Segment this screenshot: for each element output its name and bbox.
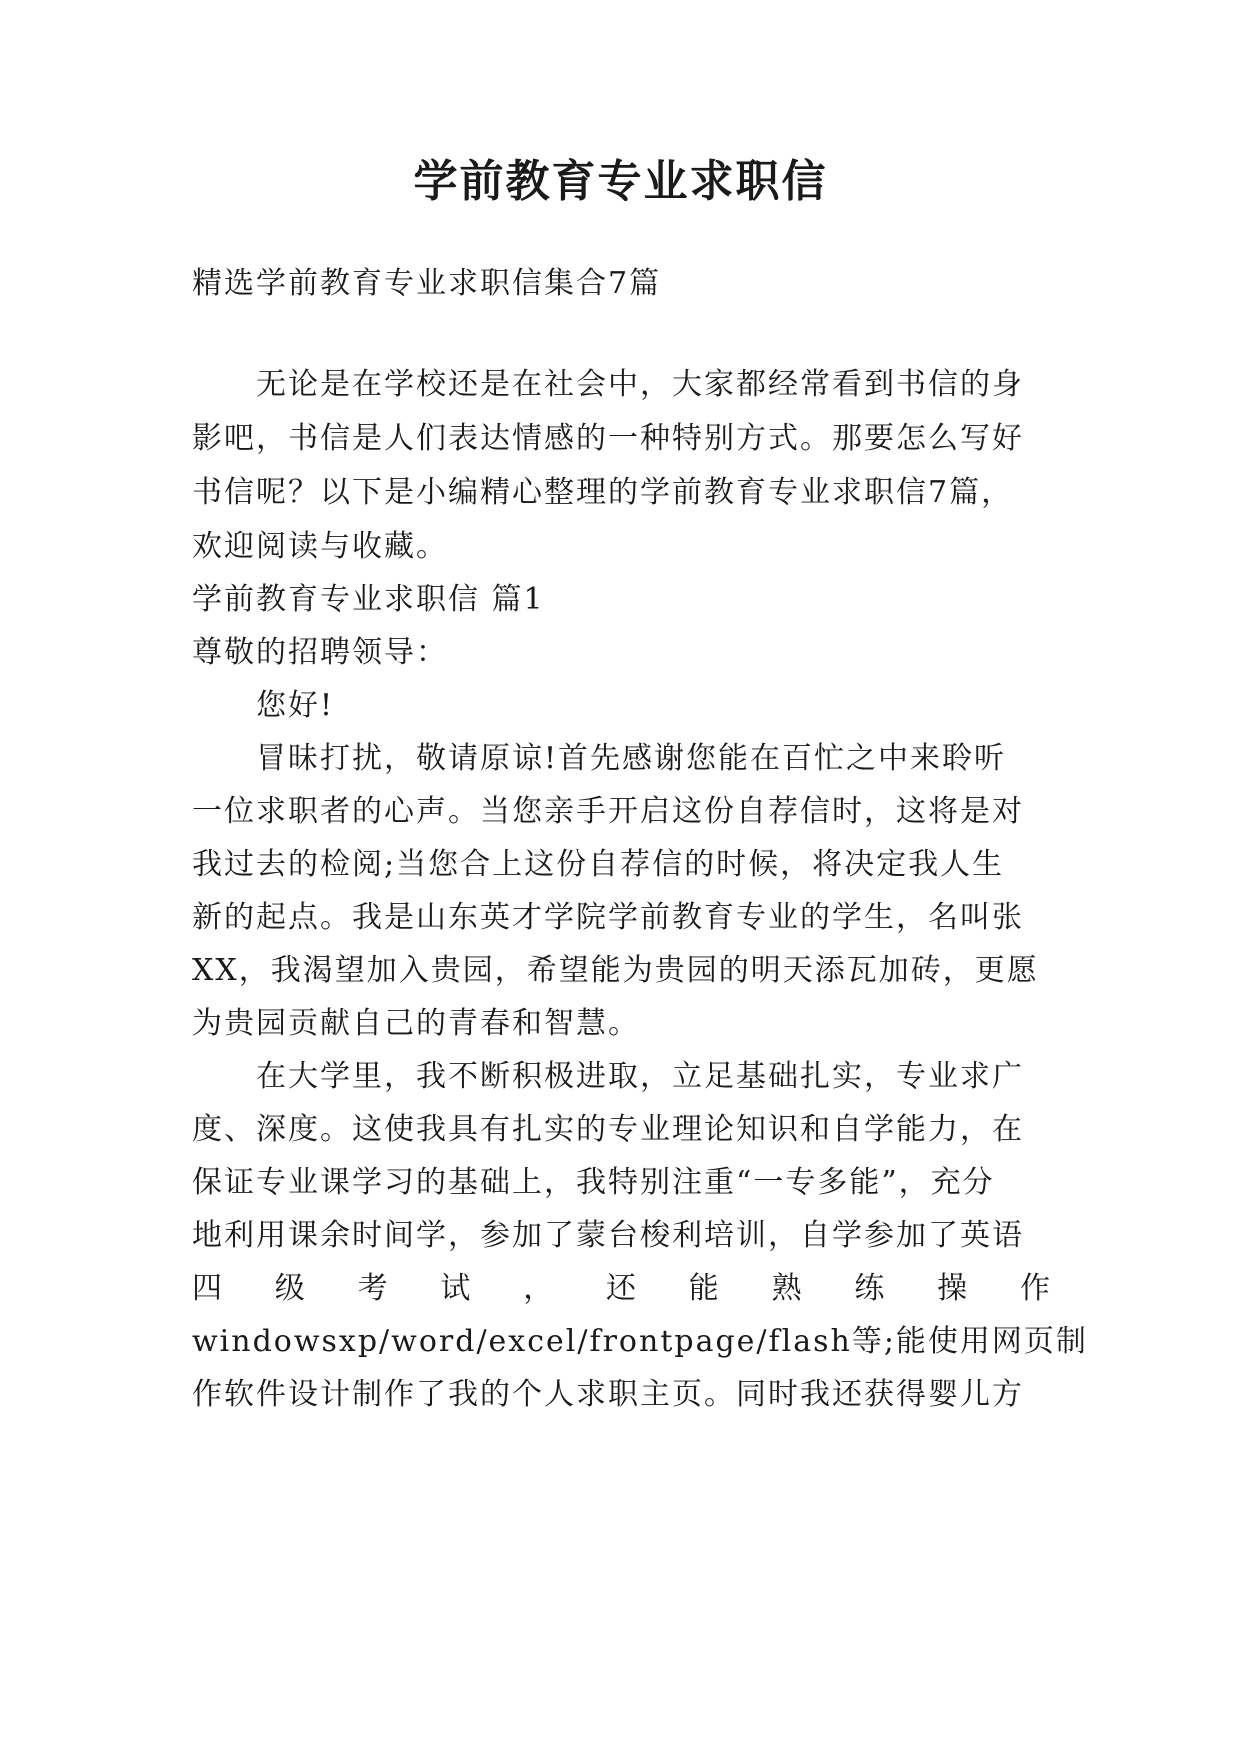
- justified-char: 作: [1019, 1271, 1052, 1306]
- intro-line: 书信呢？以下是小编精心整理的学前教育专业求职信7篇，: [192, 475, 1014, 510]
- justified-char: 熟: [771, 1271, 804, 1306]
- body-line: 在大学里，我不断积极进取，立足基础扎实，专业求广: [256, 1059, 1024, 1094]
- body-line: windowsxp/word/excel/frontpage/flash等;能使用网页制: [192, 1324, 1088, 1359]
- body-line: 新的起点。我是山东英才学院学前教育专业的学生，名叫张: [192, 900, 1024, 935]
- justified-char: 还: [605, 1271, 638, 1306]
- body-line: 为贵园贡献自己的青春和智慧。: [192, 1006, 640, 1041]
- body-line: 我过去的检阅;当您合上这份自荐信的时候，将决定我人生: [192, 847, 1005, 882]
- body-line: 保证专业课学习的基础上，我特别注重“一专多能”，充分: [192, 1165, 995, 1200]
- intro-line: 影吧，书信是人们表达情感的一种特别方式。那要怎么写好: [192, 421, 1024, 456]
- justified-char: 级: [274, 1271, 307, 1306]
- justified-char: 练: [854, 1271, 887, 1306]
- body-line: 作软件设计制作了我的个人求职主页。同时我还获得婴儿方: [192, 1377, 1024, 1412]
- body-line: 地利用课余时间学，参加了蒙台梭利培训，自学参加了英语: [192, 1218, 1024, 1253]
- body-line: XX，我渴望加入贵园，希望能为贵园的明天添瓦加砖，更愿: [192, 953, 1039, 988]
- body-line: 冒昧打扰，敬请原谅!首先感谢您能在百忙之中来聆听: [256, 741, 1007, 776]
- body-line: 一位求职者的心声。当您亲手开启这份自荐信时，这将是对: [192, 794, 1024, 829]
- salutation: 尊敬的招聘领导：: [192, 635, 448, 670]
- justified-char: 试: [440, 1271, 473, 1306]
- intro-line: 无论是在学校还是在社会中，大家都经常看到书信的身: [256, 367, 1024, 402]
- justified-char: ，: [523, 1271, 556, 1306]
- greeting: 您好!: [256, 688, 335, 723]
- body-line: 度、深度。这使我具有扎实的专业理论知识和自学能力，在: [192, 1112, 1024, 1147]
- justified-line: [192, 1267, 1052, 1311]
- document-subtitle: 精选学前教育专业求职信集合7篇: [192, 266, 662, 301]
- intro-line: 欢迎阅读与收藏。: [192, 529, 448, 564]
- justified-char: 能: [688, 1271, 721, 1306]
- justified-char: 考: [357, 1271, 390, 1306]
- justified-char: 四: [192, 1271, 224, 1306]
- section-heading: 学前教育专业求职信 篇1: [192, 582, 545, 617]
- justified-char: 操: [937, 1271, 970, 1306]
- document-title: 学前教育专业求职信: [413, 156, 828, 207]
